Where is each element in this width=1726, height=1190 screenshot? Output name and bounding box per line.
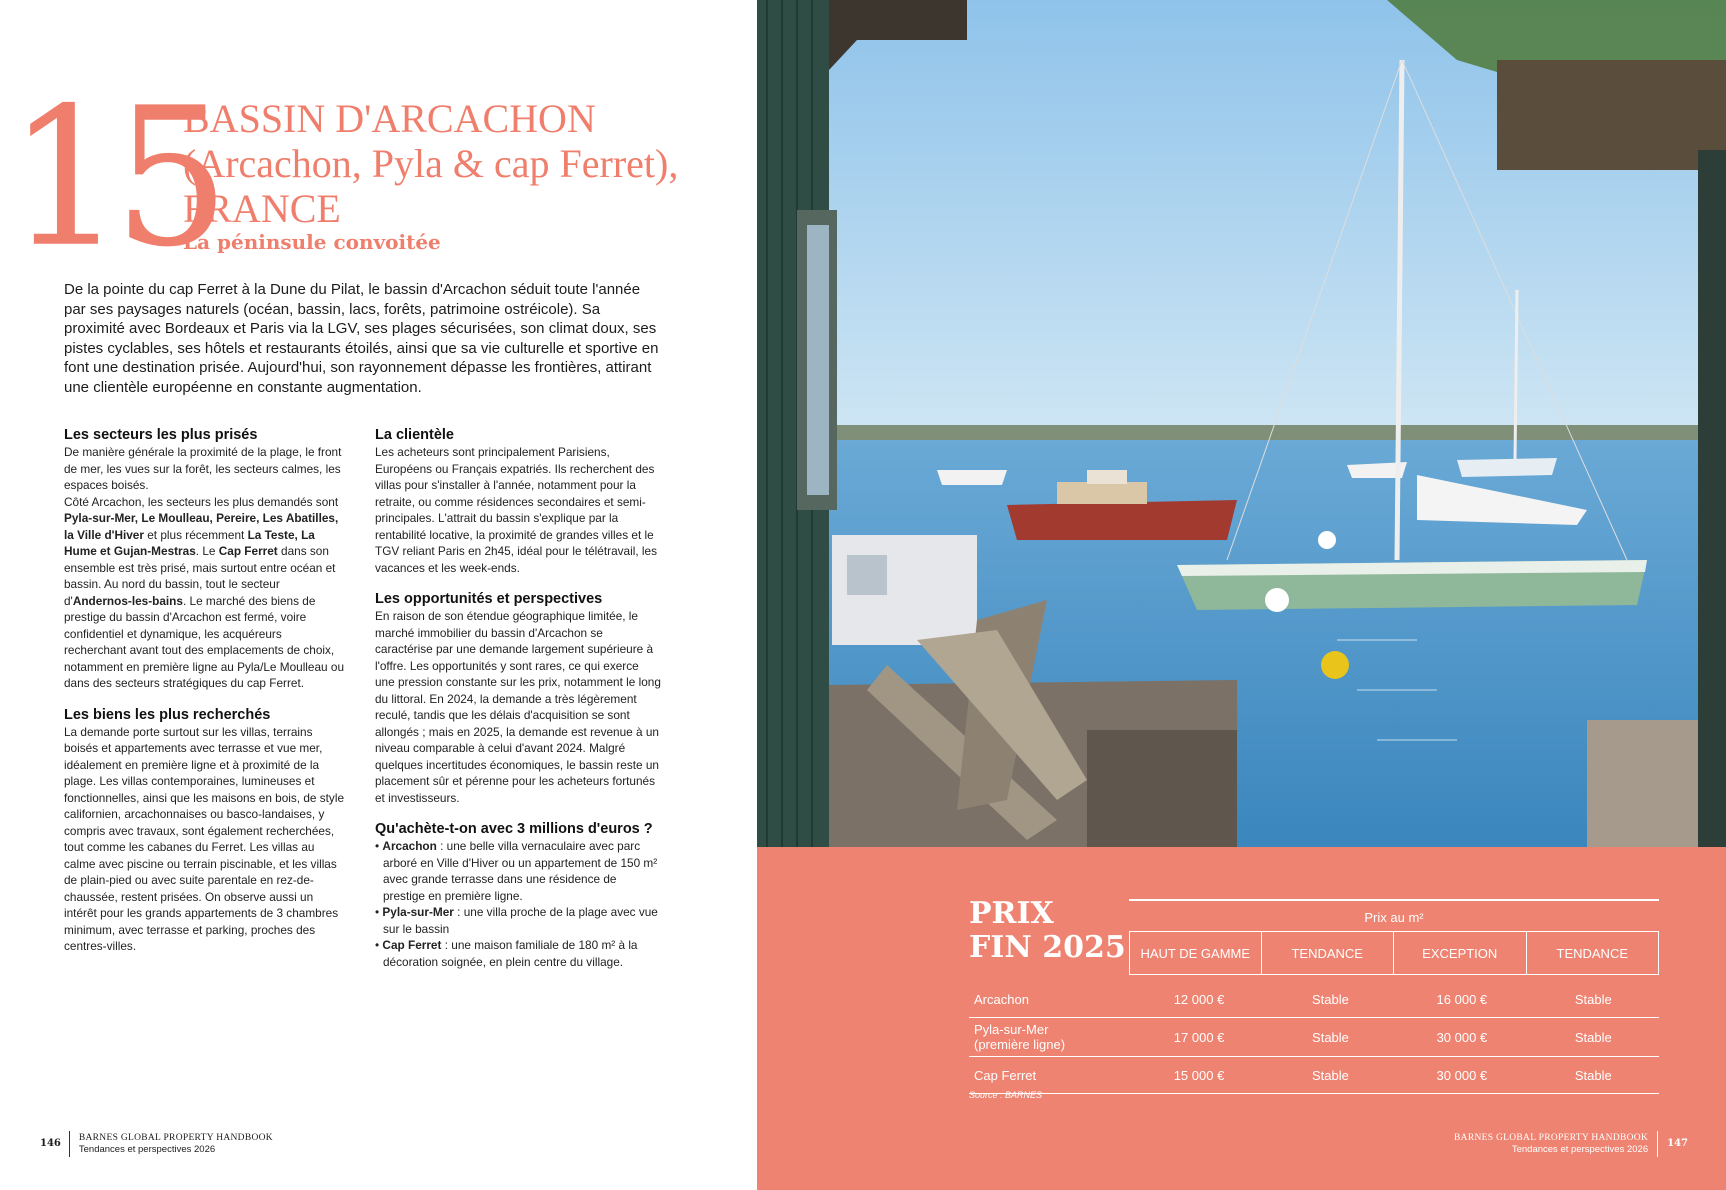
- text-bold: Andernos-les-bains: [72, 593, 183, 608]
- footer-brand: BARNES GLOBAL PROPERTY HANDBOOK: [78, 1133, 273, 1143]
- row-label: Pyla-sur-Mer (première ligne): [974, 1022, 1066, 1052]
- intro-paragraph: De la pointe du cap Ferret à la Dune du Pilat, le bassin d'Arcachon séduit toute l'année par ses paysages naturels (océan, bassin, lacs, forêts, patrimoine ostréicole). Sa proximité avec Bordeaux et Paris via la LGV, ses plages sécurisées, son climat doux, ses pistes cyclables, ses hôtels et restaurants étoilés, ainsi que sa vie culturelle et sportive en font une destination prisée. Aujourd'hui, son rayonnement dépasse les frontières, attirant une clientèle européenne en constante augmentation.: [64, 281, 659, 396]
- list-item: [375, 904, 661, 937]
- column-header: EXCEPTION: [1393, 932, 1526, 975]
- price-table-header: [1129, 899, 1659, 975]
- title-line: BASSIN D'ARCACHON: [183, 96, 596, 141]
- text-run: Côté Arcachon, les secteurs les plus demandés sont: [64, 494, 339, 509]
- column-header: TENDANCE: [1526, 932, 1658, 975]
- page-title: [183, 96, 743, 231]
- item-text: : une maison familiale de 180 m² à la décoration soignée, en plein centre du village.: [383, 938, 638, 969]
- cell: Stable: [1312, 1029, 1349, 1045]
- price-table-body: [969, 981, 1659, 1094]
- text-bold: Pyla-sur-Mer, Le Moulleau, Pereire, Les Abatilles, la Ville d'Hiver: [64, 511, 339, 542]
- header-table: [1129, 931, 1659, 975]
- section-achat: [375, 820, 661, 970]
- table-caption: Prix au m²: [1129, 899, 1659, 931]
- item-text: : une belle villa vernaculaire avec parc arboré en Ville d'Hiver ou un appartement de 150 m² avec grande terrasse dans une résidence de prestige en première ligne.: [383, 839, 658, 903]
- section-heading: Qu'achète-t-on avec 3 millions d'euros ?: [375, 821, 653, 837]
- prix-title: [969, 897, 1126, 965]
- row-label: Cap Ferret: [974, 1067, 1037, 1083]
- section-text: La demande porte surtout sur les villas, terrains boisés et appartements avec terrasse et vue mer, idéalement en première ligne et à proximité de la plage. Les villas contemporaines, lumineuses et fonctionnelles, ainsi que les maisons en bois, de style californien, arcachonnaises ou basco-landaises, y compris avec travaux, sont également recherchées, tout comme les cabanes du Ferret. Les villas au calme avec piscine ou terrain piscinable, et les villas de plain-pied ou avec suite parentale en rez-de-chaussée, restent prisées. On observe aussi un intérêt pour les grands appartements de 3 chambres minimum, avec terrasse et parking, proches des centres-villes.: [64, 724, 345, 953]
- footer-brand: BARNES GLOBAL PROPERTY HANDBOOK: [1454, 1133, 1649, 1143]
- table-row: [969, 1018, 1659, 1057]
- section-heading: Les biens les plus recherchés: [64, 706, 271, 723]
- footer-left: [40, 1131, 273, 1157]
- section-text: En raison de son étendue géographique limitée, le marché immobilier du bassin d'Arcachon se caractérise par une demande largement supérieure à l'offre. Les opportunités y sont rares, ce qui exerce une pression constante sur les prix, notamment le long du littoral. En 2024, la demande a très légèrement reculé, tandis que les délais d'acquisition se sont allongés ; mais en 2025, la demande est revenue à un niveau comparable à celui d'avant 2024. Malgré quelques incertitudes économiques, le bassin reste un placement sûr et pérenne pour les acheteurs fortunés et investisseurs.: [375, 609, 661, 805]
- item-name: Cap Ferret: [382, 938, 442, 952]
- section-clientele: [375, 426, 661, 576]
- item-name: Arcachon: [382, 839, 437, 853]
- list-item: [375, 937, 661, 970]
- source-note: Source : BARNES: [969, 1090, 1043, 1100]
- price-panel: [757, 847, 1726, 1190]
- item-text: : une villa proche de la plage avec vue sur le bassin: [383, 905, 658, 936]
- text-run: . Le marché des biens de prestige du bassin d'Arcachon est fermé, voire confidentiel et dynamique, les acquéreurs recherchant avant tout des emplacements de choix, notamment en première ligne au Pyla/Le Moulleau ou dans des secteurs stratégiques du cap Ferret.: [64, 593, 345, 690]
- column-left: [64, 426, 346, 969]
- column-header: HAUT DE GAMME: [1130, 932, 1262, 975]
- footer-edition: Tendances et perspectives 2026: [1511, 1144, 1649, 1155]
- text-run: et plus récemment: [143, 527, 248, 542]
- section-secteurs: [64, 426, 346, 692]
- cell: 17 000 €: [1173, 1029, 1225, 1045]
- cell: Stable: [1574, 1067, 1612, 1083]
- prix-line: FIN 2025: [969, 930, 1126, 965]
- achat-list: [375, 838, 661, 970]
- text-bold: Cap Ferret: [218, 544, 278, 558]
- title-line: FRANCE: [183, 186, 341, 231]
- section-text: De manière générale la proximité de la plage, le front de mer, les vues sur la forêt, les secteurs calmes, les espaces boisés.: [64, 445, 342, 492]
- text-run: . Le: [195, 544, 219, 558]
- footer-text: [70, 1132, 273, 1156]
- title-line: (Arcachon, Pyla & cap Ferret),: [183, 141, 679, 186]
- section-heading: Les opportunités et perspectives: [375, 591, 603, 607]
- section-heading: Les secteurs les plus prisés: [64, 427, 258, 443]
- text-bold: La Teste, La Hume et Gujan-Mestras: [64, 527, 315, 558]
- cell: 15 000 €: [1173, 1067, 1225, 1083]
- page-subtitle: La péninsule convoitée: [183, 230, 441, 254]
- section-heading: La clientèle: [375, 427, 454, 443]
- cell: 16 000 €: [1436, 991, 1488, 1007]
- section-text: Les acheteurs sont principalement Parisiens, Européens ou Français expatriés. Ils recherchent des villas pour s'installer à l'année, notamment pour la retraite, ou comme résidences secondaires et semi-principales. L'attrait du bassin s'explique par la rentabilité locative, la proximité de grandes villes et le TGV reliant Paris en 2h45, idéal pour le télétravail, les vacances et les week-ends.: [375, 445, 657, 575]
- chapter-number: 15: [8, 66, 220, 289]
- item-name: Pyla-sur-Mer: [382, 905, 454, 919]
- cell: Stable: [1574, 1029, 1612, 1045]
- footer-text: [1454, 1132, 1657, 1156]
- prix-line: PRIX: [969, 896, 1054, 931]
- column-header: TENDANCE: [1261, 932, 1393, 975]
- list-item: [375, 838, 661, 904]
- section-biens: [64, 706, 346, 955]
- text-run: dans son ensemble est très prisé, mais surtout entre océan et bassin. Au nord du bassin, tout le secteur d': [64, 544, 336, 608]
- table-row: [969, 1057, 1659, 1094]
- cell: Stable: [1574, 991, 1612, 1007]
- table-row: [969, 981, 1659, 1018]
- cell: Stable: [1311, 1067, 1349, 1083]
- row-label: Arcachon: [974, 991, 1029, 1007]
- section-text: [64, 494, 346, 692]
- left-page: [0, 0, 757, 1190]
- footer-right: [1454, 1131, 1688, 1157]
- harbor-photo: [757, 0, 1726, 847]
- page-number: 146: [40, 1131, 70, 1157]
- cell: 30 000 €: [1436, 1067, 1488, 1083]
- section-opportunites: [375, 590, 661, 806]
- cell: 30 000 €: [1436, 1029, 1488, 1045]
- column-right: [375, 426, 661, 984]
- cell: Stable: [1311, 991, 1349, 1007]
- cell: 12 000 €: [1173, 991, 1225, 1007]
- harbor-illustration: [757, 0, 1726, 847]
- page-number: 147: [1657, 1131, 1688, 1157]
- footer-edition: Tendances et perspectives 2026: [78, 1144, 216, 1155]
